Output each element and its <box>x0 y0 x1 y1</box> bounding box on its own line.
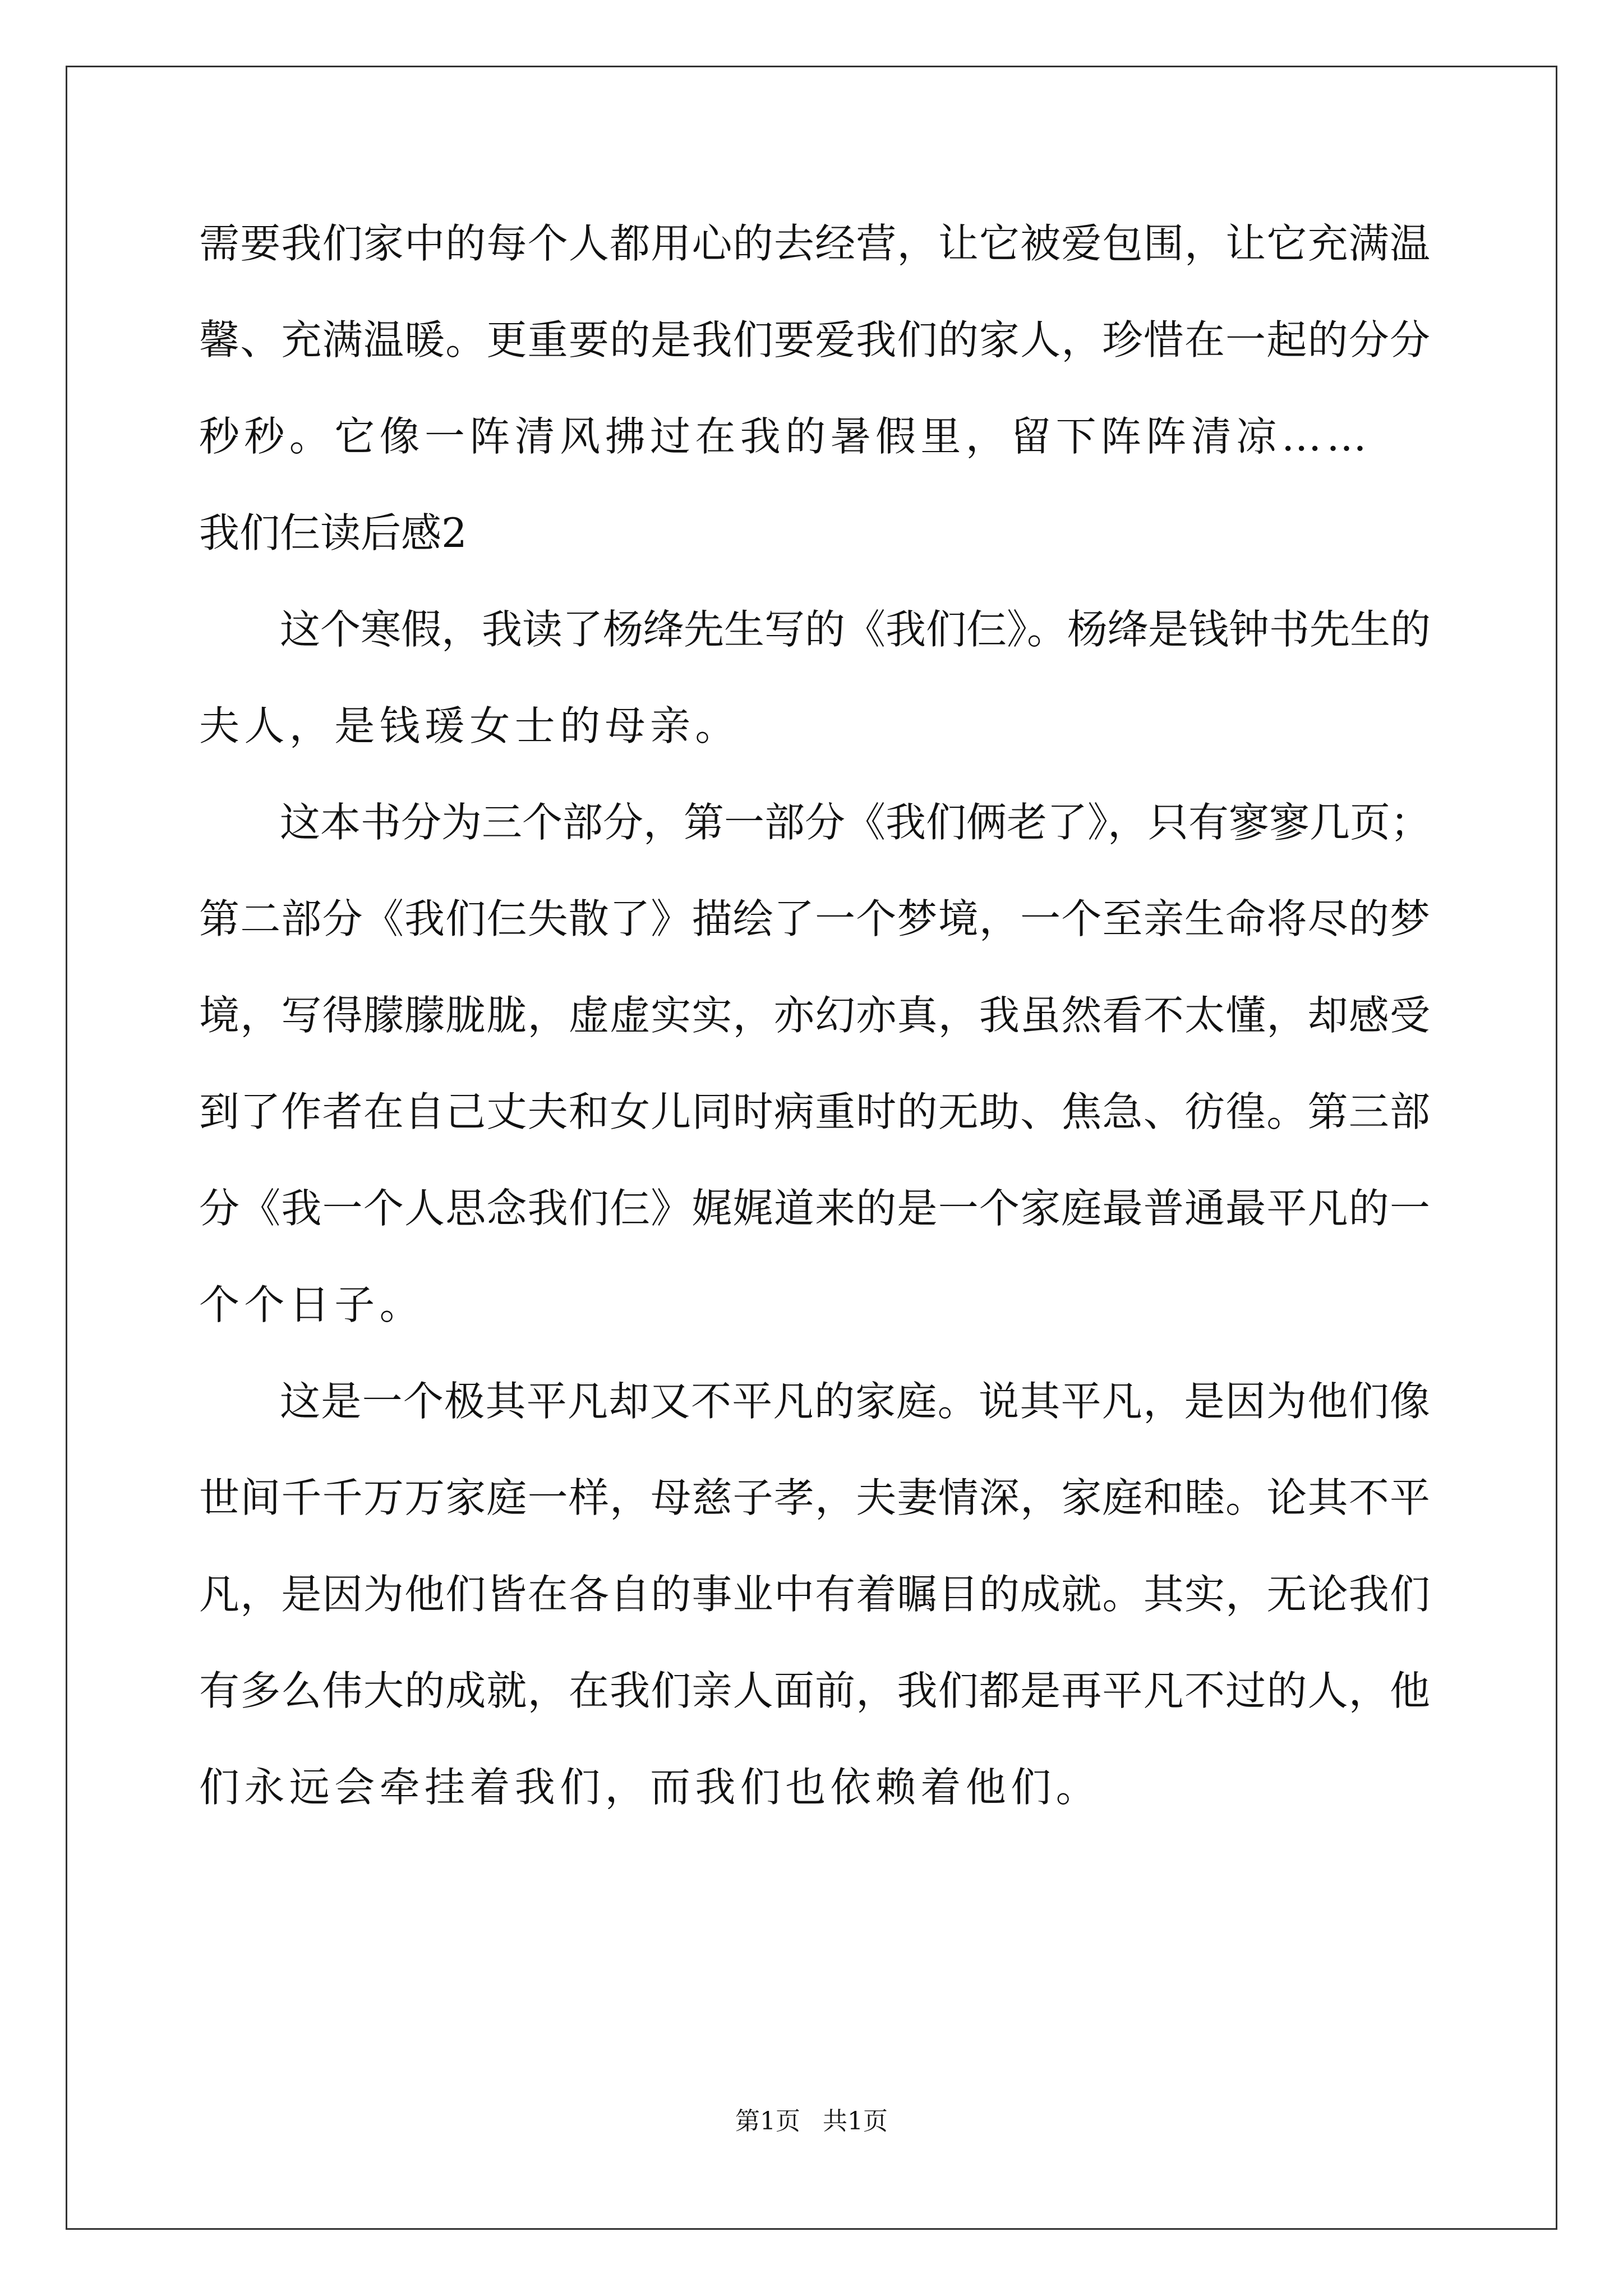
document-body <box>199 211 1430 1851</box>
text-line-13: 这是一个极其平凡却又不平凡的家庭。说其平凡，是因为他们像 <box>280 1378 1430 1425</box>
text-line-10: 到了作者在自己丈夫和女儿同时病重时的无助、焦急、彷徨。第三部 <box>199 1088 1430 1135</box>
text-line-11: 分《我一个人思念我们仨》娓娓道来的是一个家庭最普通最平凡的一 <box>199 1185 1430 1232</box>
text-line-1: 需要我们家中的每个人都用心的去经营，让它被爱包围，让它充满温 <box>199 220 1430 267</box>
text-line-12: 个个日子。 <box>199 1281 425 1328</box>
text-line-3: 秒秒。它像一阵清风拂过在我的暑假里，留下阵阵清凉…… <box>199 413 1372 460</box>
text-line-14: 世间千千万万家庭一样，母慈子孝，夫妻情深，家庭和睦。论其不平 <box>199 1474 1430 1521</box>
page-number-total: 共1页 <box>823 2107 888 2136</box>
text-line-6: 夫人，是钱瑗女士的母亲。 <box>199 702 740 749</box>
text-line-16: 有多么伟大的成就，在我们亲人面前，我们都是再平凡不过的人，他 <box>199 1667 1430 1714</box>
text-line-9: 境，写得朦朦胧胧，虚虚实实，亦幻亦真，我虽然看不太懂，却感受 <box>199 992 1430 1039</box>
text-line-2: 馨、充满温暖。更重要的是我们要爱我们的家人，珍惜在一起的分分 <box>199 316 1430 364</box>
page-footer <box>0 2105 1623 2138</box>
section-heading: 我们仨读后感2 <box>199 509 467 556</box>
text-line-5: 这个寒假，我读了杨绛先生写的《我们仨》。杨绛是钱钟书先生的 <box>280 606 1431 653</box>
text-line-8: 第二部分《我们仨失散了》描绘了一个梦境，一个至亲生命将尽的梦 <box>199 895 1430 942</box>
page-number-current: 第1页 <box>735 2107 800 2136</box>
text-line-17: 们永远会牵挂着我们，而我们也依赖着他们。 <box>199 1764 1101 1811</box>
text-line-7: 这本书分为三个部分，第一部分《我们俩老了》，只有寥寥几页； <box>280 799 1431 846</box>
text-line-15: 凡，是因为他们皆在各自的事业中有着瞩目的成就。其实，无论我们 <box>199 1571 1430 1618</box>
